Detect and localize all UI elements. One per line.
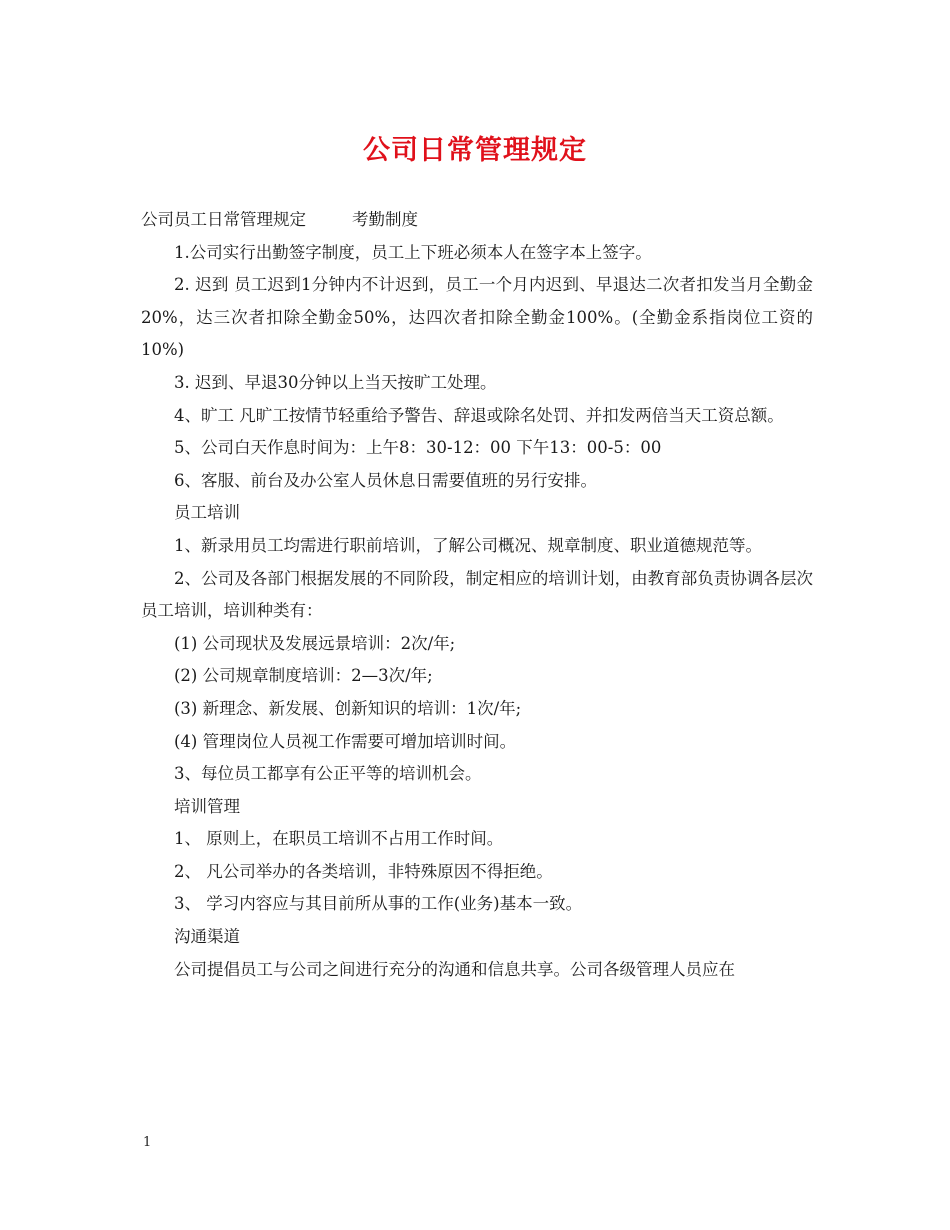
paragraph: 2、公司及各部门根据发展的不同阶段，制定相应的培训计划，由教育部负责协调各层次员工培训，培训种类有： xyxy=(141,568,813,621)
list-item: (3) 新理念、新发展、创新知识的培训：1次/年; xyxy=(174,698,522,718)
section-heading: 培训管理 xyxy=(174,796,240,816)
paragraph: 1、新录用员工均需进行职前培训，了解公司概况、规章制度、职业道德规范等。 xyxy=(174,535,762,555)
list-item: (4) 管理岗位人员视工作需要可增加培训时间。 xyxy=(174,731,517,751)
heading-left: 公司员工日常管理规定 xyxy=(141,210,306,229)
paragraph: 2. 迟到 员工迟到1分钟内不计迟到，员工一个月内迟到、早退达二次者扣发当月全勤金20%，达三次者扣除全勤金50%，达四次者扣除全勤金100%。(全勤金系指岗位工资的10%) xyxy=(141,275,813,360)
list-item: (1) 公司现状及发展远景培训：2次/年; xyxy=(174,633,456,653)
section-heading: 沟通渠道 xyxy=(174,927,240,947)
heading-right: 考勤制度 xyxy=(352,210,418,229)
list-item: 2、 凡公司举办的各类培训，非特殊原因不得拒绝。 xyxy=(174,861,553,881)
section-heading: 员工培训 xyxy=(174,503,240,523)
heading-line xyxy=(141,204,813,237)
document-title: 公司日常管理规定 xyxy=(363,135,587,166)
list-item: (2) 公司规章制度培训：2—3次/年; xyxy=(174,666,433,686)
paragraph: 4、旷工 凡旷工按情节轻重给予警告、辞退或除名处罚、并扣发两倍当天工资总额。 xyxy=(174,405,784,425)
paragraph: 1.公司实行出勤签字制度，员工上下班必须本人在签字本上签字。 xyxy=(174,242,652,262)
document-body xyxy=(141,204,813,986)
paragraph: 3、每位员工都享有公正平等的培训机会。 xyxy=(174,764,482,784)
list-item: 3、 学习内容应与其目前所从事的工作(业务)基本一致。 xyxy=(174,894,583,914)
paragraph: 6、客服、前台及办公室人员休息日需要值班的另行安排。 xyxy=(174,470,597,490)
paragraph: 3. 迟到、早退30分钟以上当天按旷工处理。 xyxy=(174,372,497,392)
list-item: 1、 原则上，在职员工培训不占用工作时间。 xyxy=(174,829,504,849)
page-number: 1 xyxy=(143,1135,152,1150)
paragraph: 公司提倡员工与公司之间进行充分的沟通和信息共享。公司各级管理人员应在 xyxy=(174,959,735,979)
paragraph: 5、公司白天作息时间为：上午8：30-12：00 下午13：00-5：00 xyxy=(174,438,662,458)
